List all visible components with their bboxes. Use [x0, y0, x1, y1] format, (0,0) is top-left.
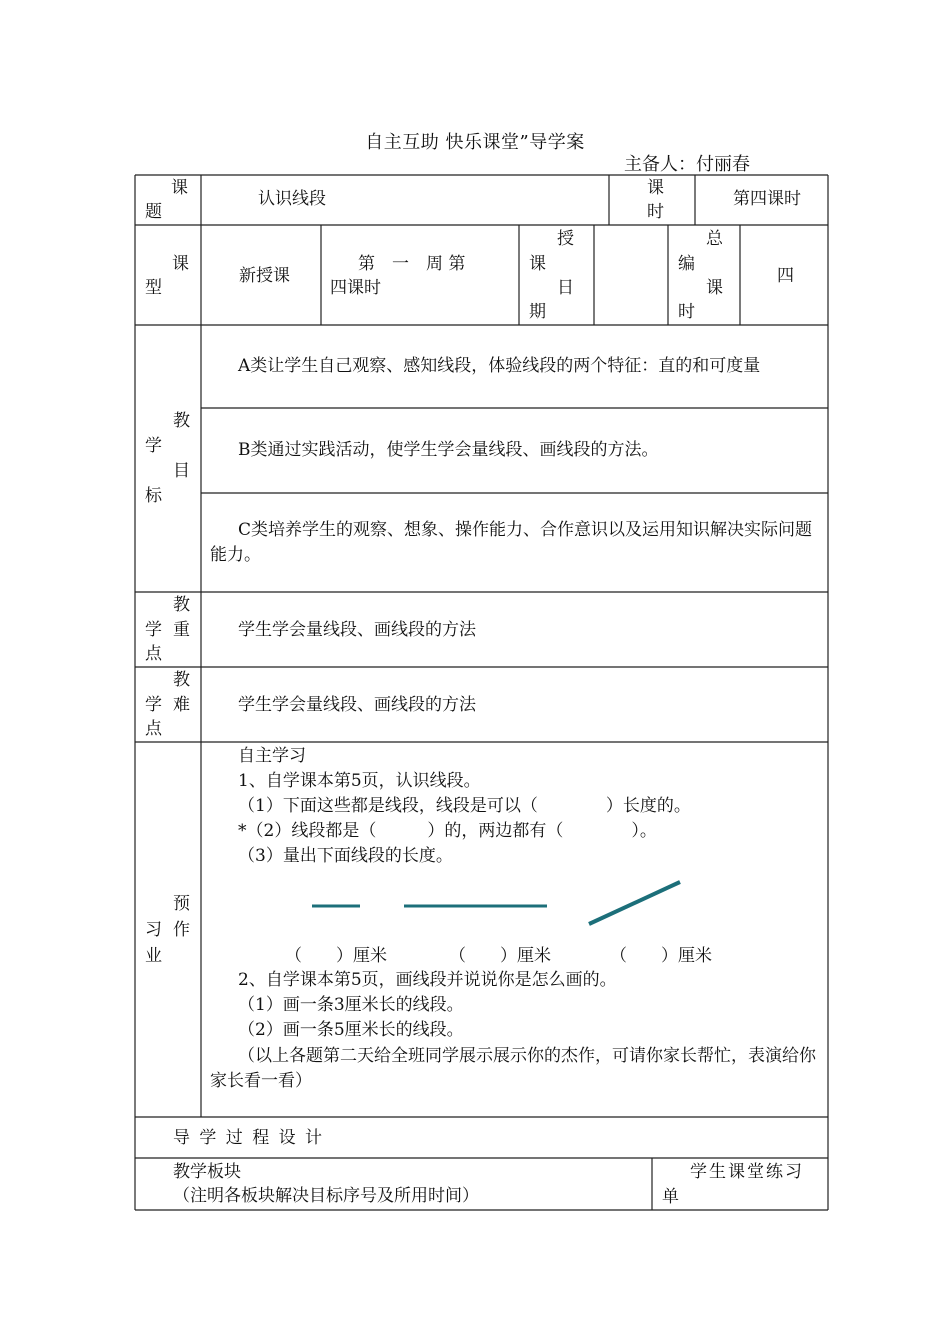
objective-b: B类通过实践活动，使学生学会量线段、画线段的方法。: [238, 440, 659, 460]
hours-label-b: 时: [647, 202, 664, 222]
week-line-1: 第 一 周 第: [358, 254, 466, 274]
segment-slanted: [589, 882, 680, 924]
date-label-1: 授: [557, 229, 574, 249]
difficult-point-text: 学生学会量线段、画线段的方法: [238, 695, 476, 715]
total-label-1: 总: [706, 229, 723, 249]
date-label-3: 日: [557, 278, 574, 298]
hours-label-a: 课: [647, 178, 664, 198]
type-label-a: 课: [172, 254, 189, 274]
key-point-text: 学生学会量线段、画线段的方法: [238, 620, 476, 640]
type-value: 新授课: [239, 266, 290, 286]
total-label-4: 时: [678, 302, 695, 322]
homework-label-2: 习: [145, 920, 162, 940]
homework-q1-2: *（2）线段都是（ ）的，两边都有（ ）。: [238, 821, 657, 841]
block-title: 教学板块: [173, 1162, 241, 1182]
difficult-label-1: 教: [173, 670, 190, 690]
date-label-2: 课: [529, 254, 546, 274]
answer-3: （ ）厘米: [610, 946, 712, 966]
topic-label-a: 课: [171, 178, 188, 198]
total-label-2: 编: [678, 254, 695, 274]
key-label-3: 重: [173, 620, 190, 640]
objectives-label-3: 目: [173, 461, 190, 481]
total-label-3: 课: [706, 278, 723, 298]
difficult-label-3: 难: [173, 695, 190, 715]
topic-value: 认识线段: [258, 189, 326, 209]
process-heading: 导 学 过 程 设 计: [173, 1128, 325, 1148]
homework-label-4: 业: [145, 946, 162, 966]
objective-a: A类让学生自己观察、感知线段，体验线段的两个特征：直的和可度量: [238, 356, 761, 376]
block-note: （注明各板块解决目标序号及所用时间）: [173, 1186, 479, 1206]
difficult-label-2: 学: [145, 695, 162, 715]
topic-label-b: 题: [145, 202, 162, 222]
objectives-label-4: 标: [145, 486, 162, 506]
homework-note: （以上各题第二天给全班同学展示展示你的杰作，可请你家长帮忙，表演给你家长看一看）: [210, 1046, 816, 1091]
objectives-label-1: 教: [173, 411, 190, 431]
hours-value: 第四课时: [733, 189, 801, 209]
homework-q2-2: （2）画一条5厘米长的线段。: [238, 1020, 464, 1040]
homework-q1-1: （1）下面这些都是线段，线段是可以（ ）长度的。: [238, 796, 691, 816]
homework-q2: 2、自学课本第5页，画线段并说说你是怎么画的。: [238, 970, 617, 990]
key-label-2: 学: [145, 620, 162, 640]
date-label-4: 期: [529, 302, 546, 322]
week-line-2: 四课时: [330, 278, 381, 298]
homework-q2-1: （1）画一条3厘米长的线段。: [238, 995, 464, 1015]
key-label-4: 点: [145, 644, 162, 664]
author-line: 主备人：付丽春: [624, 154, 750, 175]
homework-label-3: 作: [173, 920, 190, 940]
page-title: 自主互助 快乐课堂”导学案: [365, 132, 585, 153]
objectives-label-2: 学: [145, 436, 162, 456]
homework-q1-3: （3）量出下面线段的长度。: [238, 846, 453, 866]
answer-1: （ ）厘米: [285, 946, 387, 966]
homework-label-1: 预: [173, 894, 190, 914]
homework-q1: 1、自学课本第5页，认识线段。: [238, 771, 481, 791]
objective-c: C类培养学生的观察、想象、操作能力、合作意识以及运用知识解决实际问题能力。: [210, 520, 813, 565]
key-label-1: 教: [173, 595, 190, 615]
total-value: 四: [777, 266, 794, 286]
practice-sheet-label: 学生课堂练习单: [662, 1162, 804, 1207]
homework-heading: 自主学习: [238, 746, 306, 766]
difficult-label-4: 点: [145, 719, 162, 739]
type-label-b: 型: [145, 278, 162, 298]
answer-2: （ ）厘米: [449, 946, 551, 966]
